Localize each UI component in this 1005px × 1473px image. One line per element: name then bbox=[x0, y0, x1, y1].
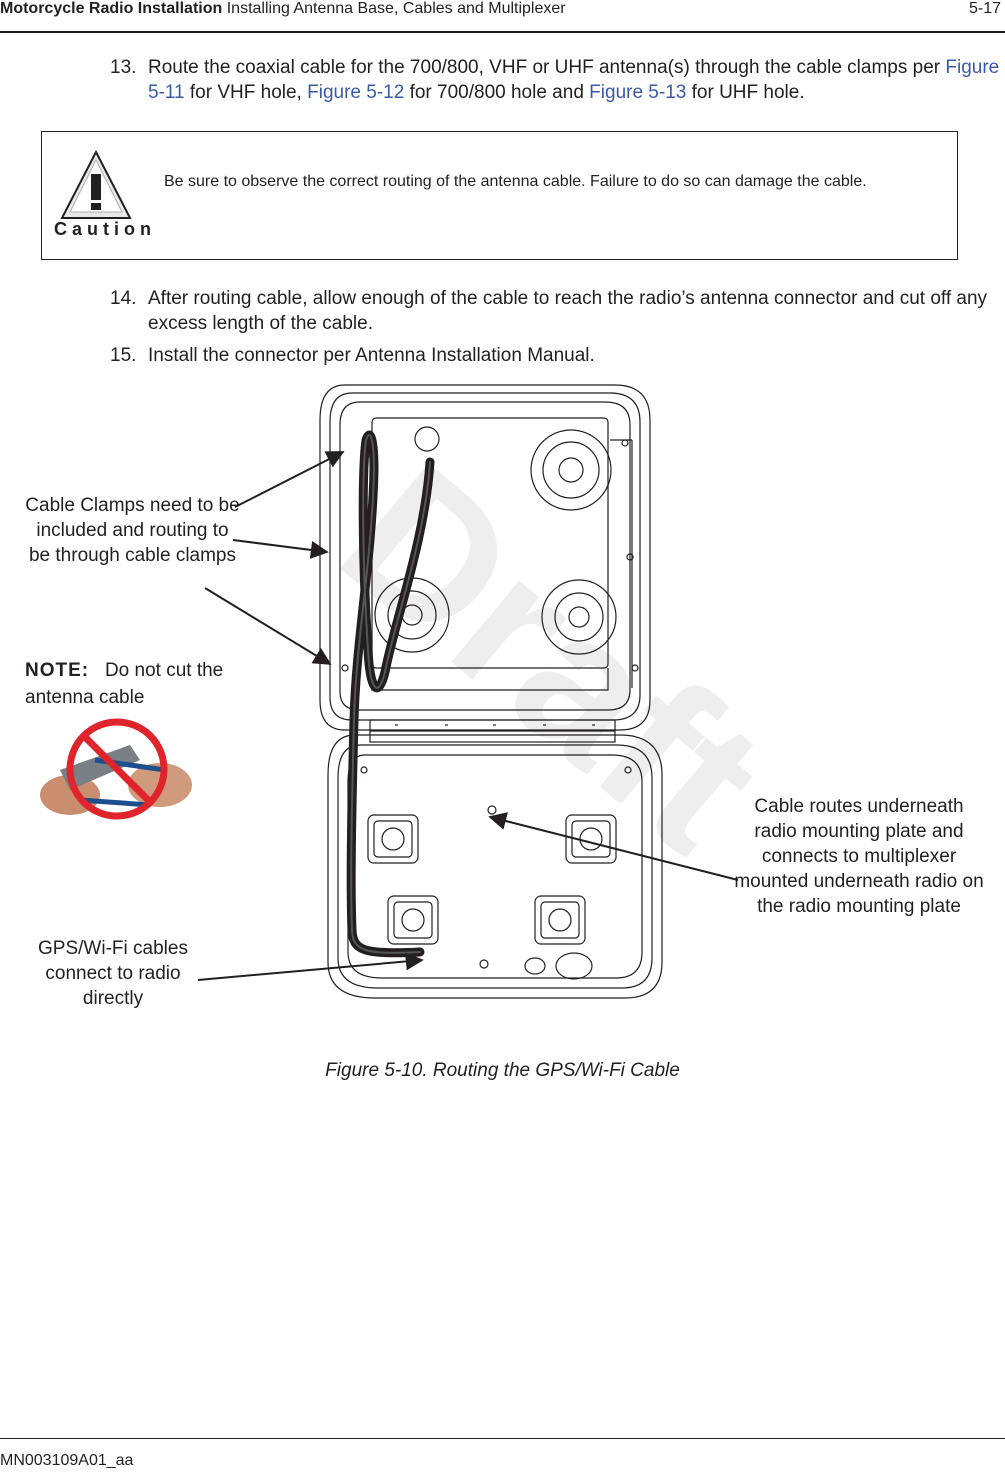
header-title bbox=[0, 0, 566, 18]
header-divider bbox=[0, 31, 1005, 33]
step-number: 14. bbox=[110, 288, 137, 309]
step-15 bbox=[110, 343, 1000, 369]
step-13 bbox=[110, 55, 1000, 107]
caution-box bbox=[41, 131, 958, 260]
link-figure-5-13[interactable]: Figure 5-13 bbox=[589, 82, 687, 103]
draft-watermark-text: Draft bbox=[302, 422, 804, 893]
document-number: MN003109A01_aa bbox=[0, 1452, 134, 1469]
note-text: Do not cut the antenna cable bbox=[25, 660, 224, 708]
step-14 bbox=[110, 286, 1000, 338]
step-number: 15. bbox=[110, 345, 137, 366]
figure-caption: Figure 5-10. Routing the GPS/Wi-Fi Cable bbox=[325, 1060, 680, 1081]
caution-text: Be sure to observe the correct routing of the antenna cable. Failure to do so can damage the cable. bbox=[164, 173, 867, 190]
note-label: NOTE: bbox=[25, 660, 90, 681]
figure-routing-gps-wifi-cable bbox=[0, 380, 1005, 1060]
hands-cutting-cable-prohibited-icon bbox=[40, 717, 193, 821]
step-text-part: for 700/800 hole and bbox=[404, 82, 590, 103]
footer-divider bbox=[0, 1438, 1005, 1439]
step-text-part: for UHF hole. bbox=[686, 82, 805, 103]
step-text: Install the connector per Antenna Installation Manual. bbox=[148, 345, 595, 366]
header-section-bold: Motorcycle Radio Installation bbox=[0, 0, 223, 17]
callout-multiplexer: Cable routes underneath radio mounting plate and connects to multiplexer mounted underneath radio on the radio mounting plate bbox=[734, 796, 984, 917]
link-figure-5-12[interactable]: Figure 5-12 bbox=[307, 82, 405, 103]
step-number: 13. bbox=[110, 57, 137, 78]
page-number: 5-17 bbox=[968, 0, 1001, 17]
header-section-rest: Installing Antenna Base, Cables and Multiplexer bbox=[226, 0, 566, 17]
step-text-part: Route the coaxial cable for the 700/800, VHF or UHF antenna(s) through the cable clamps per bbox=[148, 57, 946, 78]
note-do-not-cut bbox=[25, 657, 225, 711]
page-header bbox=[0, 0, 1005, 32]
callout-cable-clamps: Cable Clamps need to be included and routing to be through cable clamps bbox=[25, 495, 240, 566]
callout-gps-wifi: GPS/Wi-Fi cables connect to radio directly bbox=[38, 938, 188, 1009]
link-figure-5-11[interactable]: Figure 5-11 bbox=[148, 57, 1000, 103]
step-text-part: for VHF hole, bbox=[184, 82, 308, 103]
step-text bbox=[148, 55, 1005, 105]
caution-label: Caution bbox=[54, 219, 156, 239]
step-text: After routing cable, allow enough of the cable to reach the radio’s antenna connector and cut off any excess length of the cable. bbox=[148, 288, 988, 334]
